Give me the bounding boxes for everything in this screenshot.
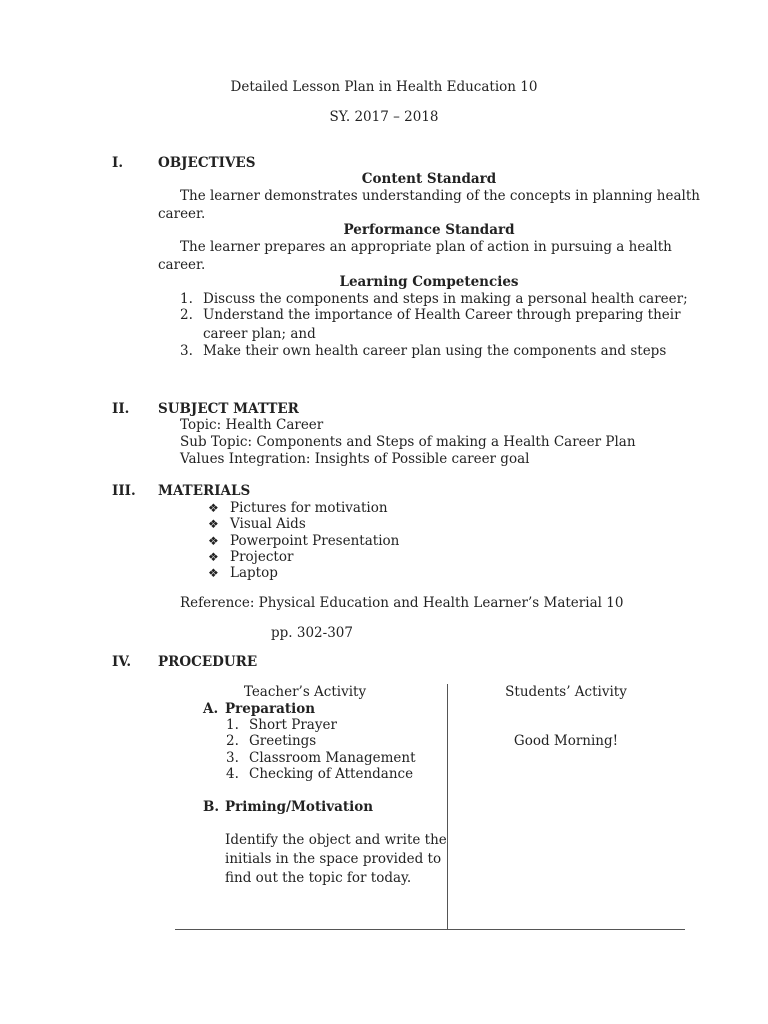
competency-text-cont: career plan; and: [203, 326, 316, 342]
document-title: Detailed Lesson Plan in Health Education 10: [230, 79, 538, 95]
material-text: Projector: [230, 549, 294, 565]
competency-text: Understand the importance of Health Career through preparing their: [203, 307, 681, 323]
content-standard-title: Content Standard: [361, 171, 497, 187]
preparation-text: Short Prayer: [249, 717, 337, 733]
sub-topic-line: Sub Topic: Components and Steps of making a Health Career Plan: [180, 434, 636, 450]
column-divider: [447, 684, 448, 929]
student-response: Good Morning!: [513, 733, 619, 749]
topic-line: Topic: Health Career: [180, 417, 324, 433]
reference-pages: pp. 302-307: [271, 625, 353, 641]
performance-standard-text: The learner prepares an appropriate plan of action in pursuing a health: [180, 239, 672, 255]
preparation-number: 3.: [226, 750, 239, 766]
content-standard-text-cont: career.: [158, 206, 206, 222]
material-text: Laptop: [230, 565, 278, 581]
competency-number: 3.: [180, 343, 193, 359]
diamond-bullet-icon: ❖: [208, 550, 219, 564]
priming-instruction-line: find out the topic for today.: [225, 870, 412, 886]
material-text: Powerpoint Presentation: [230, 533, 400, 549]
diamond-bullet-icon: ❖: [208, 566, 219, 580]
content-standard-text: The learner demonstrates understanding of the concepts in planning health: [180, 188, 700, 204]
preparation-letter: A.: [203, 701, 219, 717]
section-heading-objectives: OBJECTIVES: [158, 155, 256, 171]
preparation-number: 4.: [226, 766, 239, 782]
competency-number: 1.: [180, 291, 193, 307]
diamond-bullet-icon: ❖: [208, 534, 219, 548]
section-heading-procedure: PROCEDURE: [158, 654, 258, 670]
learning-competencies-title: Learning Competencies: [339, 274, 519, 290]
school-year: SY. 2017 – 2018: [329, 109, 439, 125]
section-numeral-objectives: I.: [112, 155, 124, 171]
diamond-bullet-icon: ❖: [208, 501, 219, 515]
students-activity-header: Students’ Activity: [505, 684, 627, 700]
values-integration-line: Values Integration: Insights of Possible career goal: [180, 451, 530, 467]
competency-number: 2.: [180, 307, 193, 323]
table-bottom-border: [175, 929, 685, 930]
preparation-text: Greetings: [249, 733, 317, 749]
material-text: Pictures for motivation: [230, 500, 388, 516]
preparation-title: Preparation: [225, 701, 316, 717]
section-heading-materials: MATERIALS: [158, 483, 251, 499]
section-numeral-procedure: IV.: [112, 654, 132, 670]
competency-text: Discuss the components and steps in making a personal health career;: [203, 291, 688, 307]
section-numeral-materials: III.: [112, 483, 136, 499]
teacher-activity-header: Teacher’s Activity: [243, 684, 367, 700]
diamond-bullet-icon: ❖: [208, 517, 219, 531]
section-heading-subject-matter: SUBJECT MATTER: [158, 401, 299, 417]
competency-text: Make their own health career plan using the components and steps: [203, 343, 667, 359]
priming-title: Priming/Motivation: [225, 799, 374, 815]
priming-instruction-line: Identify the object and write the: [225, 832, 447, 848]
preparation-text: Checking of Attendance: [249, 766, 414, 782]
performance-standard-text-cont: career.: [158, 257, 206, 273]
section-numeral-subject-matter: II.: [112, 401, 130, 417]
preparation-number: 1.: [226, 717, 239, 733]
material-text: Visual Aids: [230, 516, 306, 532]
performance-standard-title: Performance Standard: [343, 222, 515, 238]
priming-instruction-line: initials in the space provided to: [225, 851, 442, 867]
preparation-number: 2.: [226, 733, 239, 749]
reference-line: Reference: Physical Education and Health Learner’s Material 10: [180, 595, 624, 611]
priming-letter: B.: [203, 799, 220, 815]
preparation-text: Classroom Management: [249, 750, 416, 766]
